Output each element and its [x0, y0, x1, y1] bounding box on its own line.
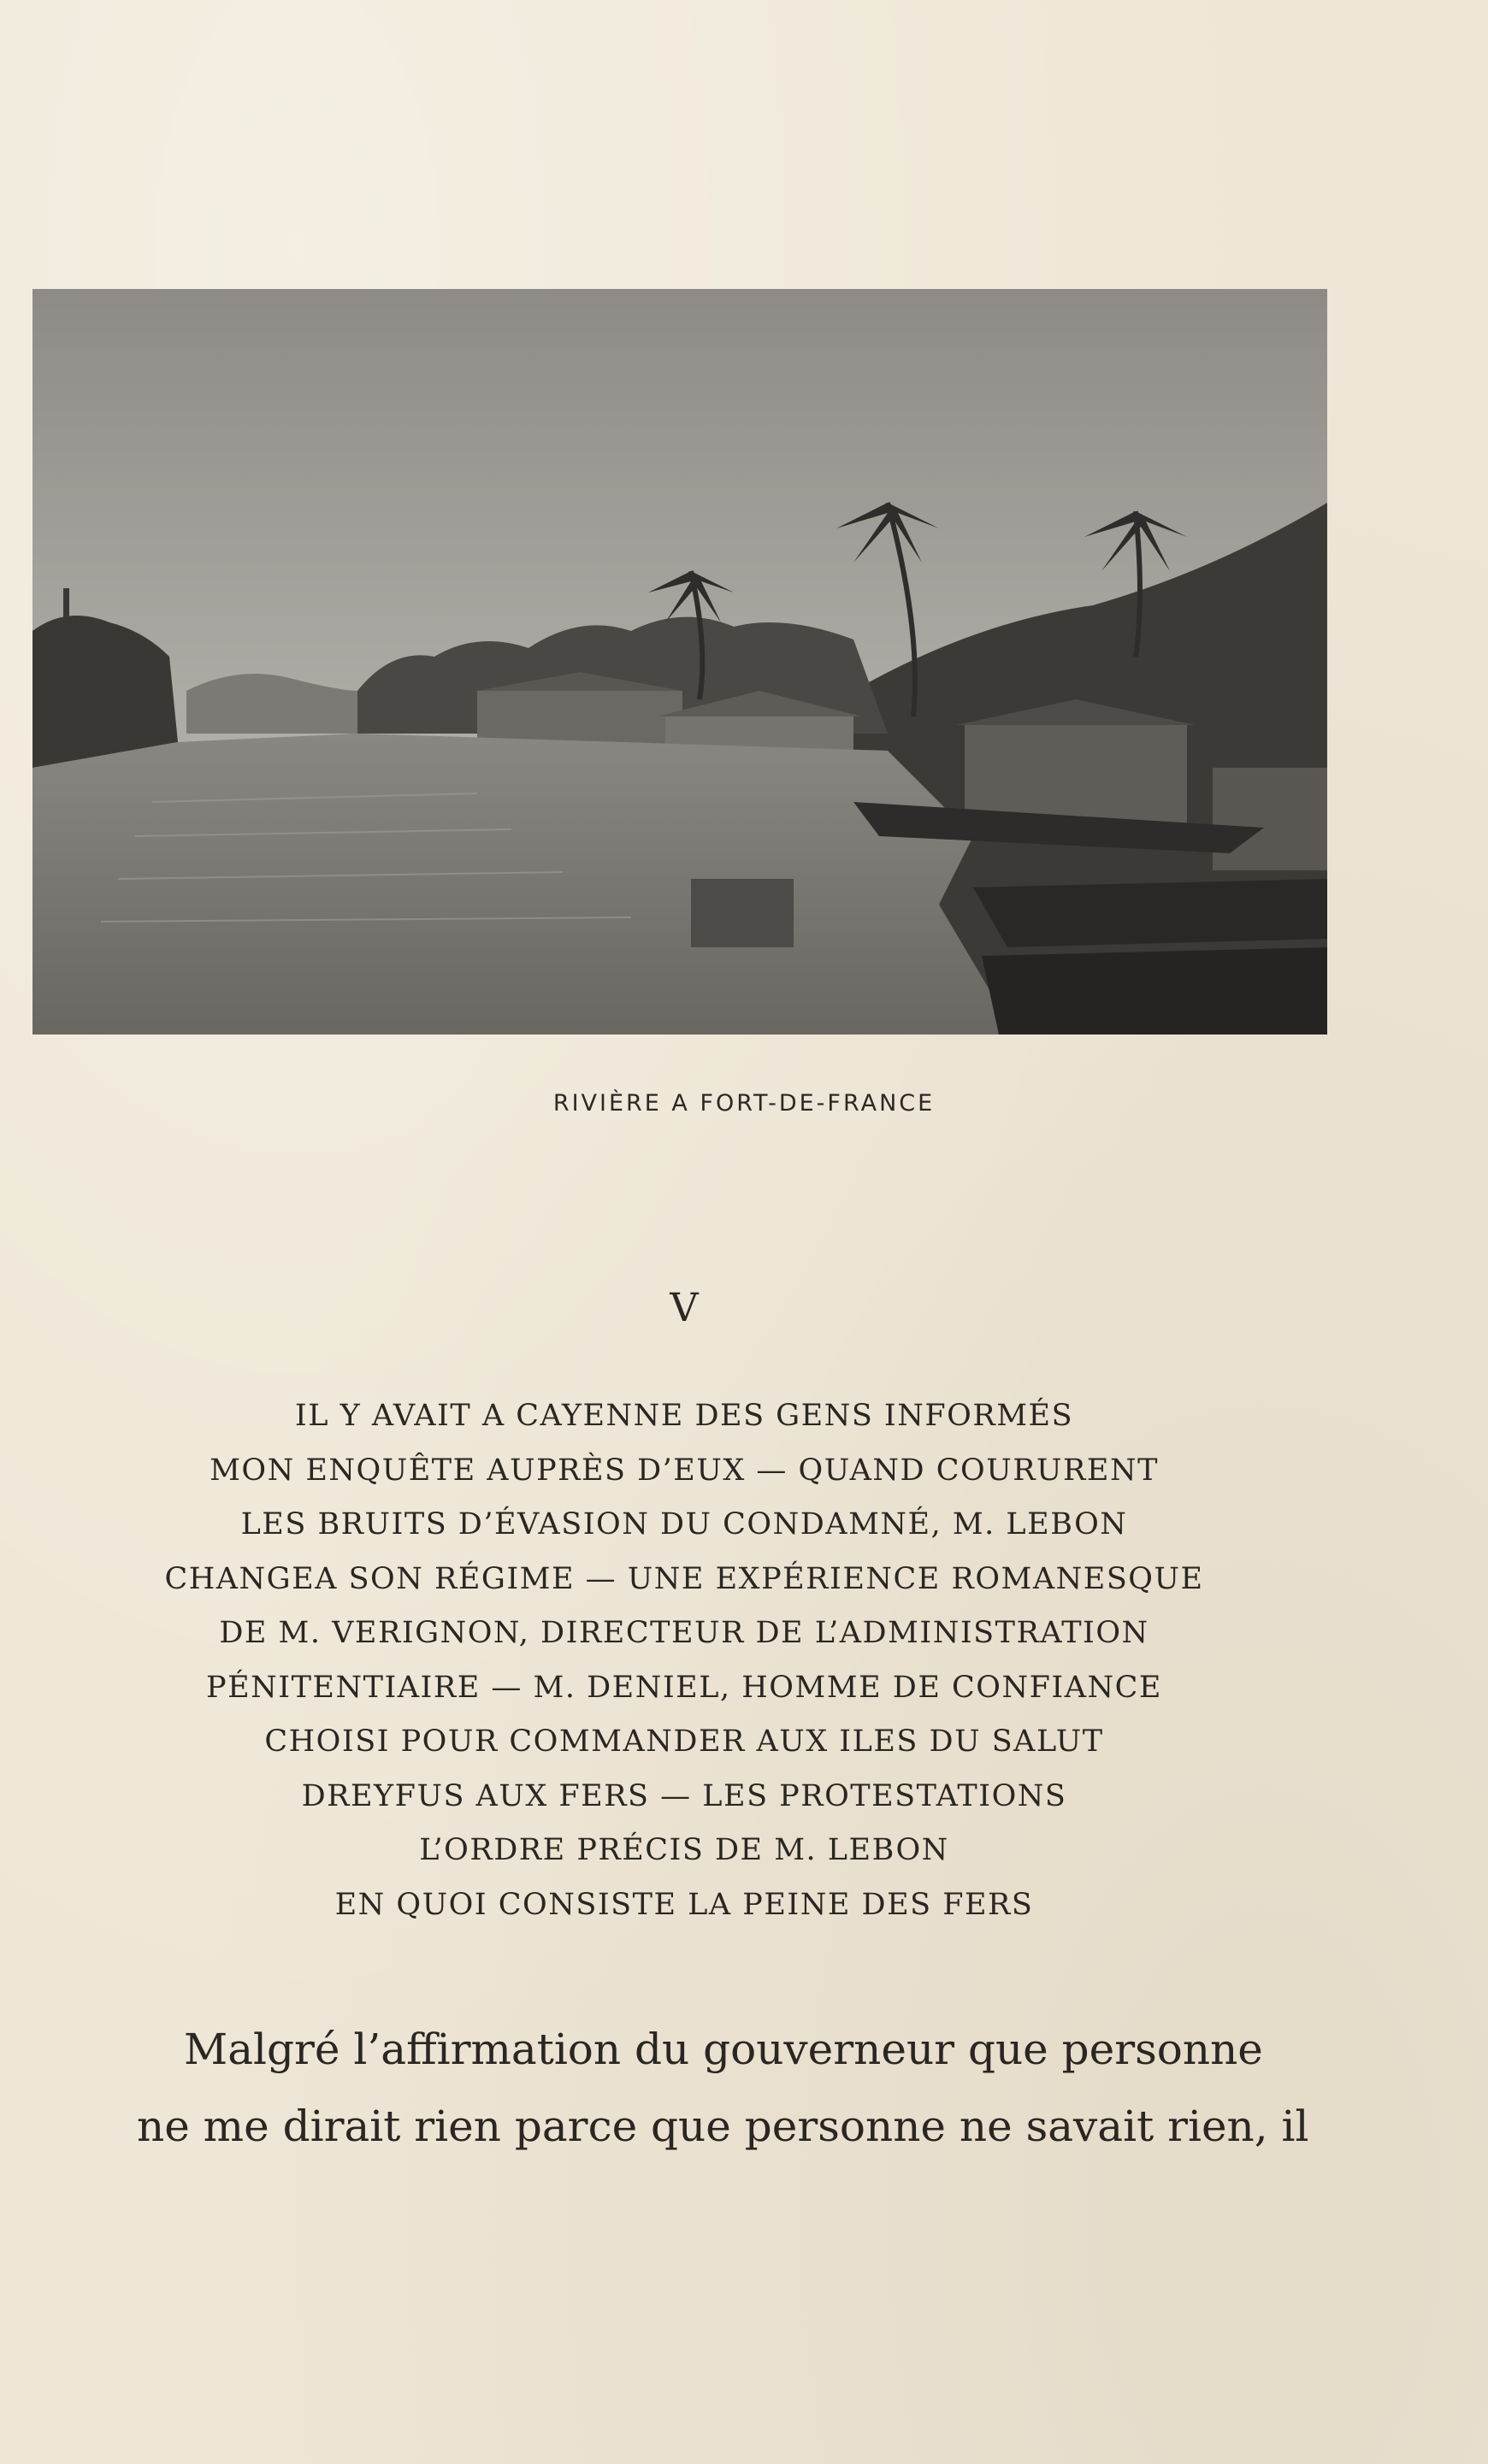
chapter-number: V	[670, 1284, 699, 1330]
body-line: Malgré l’affirmation du gouverneur que personne	[184, 2025, 1263, 2074]
summary-line: MON ENQUÊTE AUPRÈS D’EUX — QUAND COURURENT	[210, 1453, 1159, 1488]
summary-line: IL Y AVAIT A CAYENNE DES GENS INFORMÉS	[294, 1399, 1074, 1433]
chapter-summary	[103, 1389, 1266, 1932]
river-photograph	[32, 289, 1327, 1035]
body-paragraph	[137, 2011, 1309, 2165]
summary-line: DE M. VERIGNON, DIRECTEUR DE L’ADMINISTRATION	[219, 1616, 1149, 1650]
body-line: ne me dirait rien parce que personne ne savait rien, il	[137, 2101, 1309, 2151]
illustration-caption: RIVIÈRE A FORT-DE-FRANCE	[552, 1090, 936, 1117]
photograph-image	[32, 289, 1327, 1035]
summary-line: LES BRUITS D’ÉVASION DU CONDAMNÉ, M. LEBON	[240, 1507, 1128, 1541]
summary-line: DREYFUS AUX FERS — LES PROTESTATIONS	[301, 1778, 1067, 1813]
summary-line: CHANGEA SON RÉGIME — UNE EXPÉRIENCE ROMANESQUE	[164, 1561, 1204, 1596]
summary-line: CHOISI POUR COMMANDER AUX ILES DU SALUT	[264, 1724, 1104, 1759]
summary-line: PÉNITENTIAIRE — M. DENIEL, HOMME DE CONFIANCE	[206, 1670, 1162, 1705]
summary-line: L’ORDRE PRÉCIS DE M. LEBON	[419, 1833, 949, 1867]
summary-line: EN QUOI CONSISTE LA PEINE DES FERS	[334, 1887, 1034, 1922]
